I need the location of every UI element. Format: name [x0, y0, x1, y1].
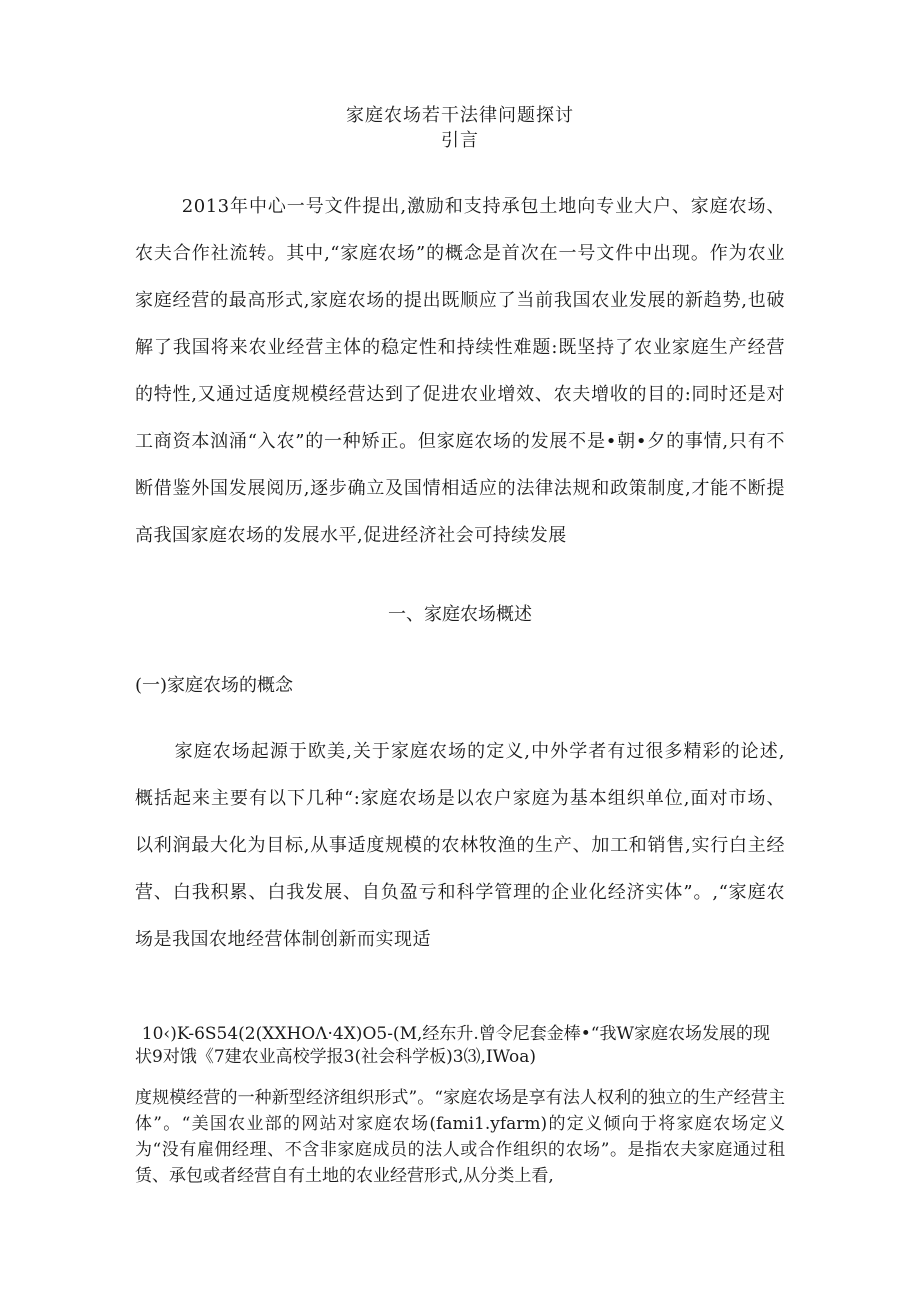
- section-heading: 一、家庭农场概述: [388, 604, 532, 625]
- document-title: 家庭农场若干法律问题探讨: [346, 105, 574, 126]
- body-paragraph: 家庭农场起源于欧美,关于家庭农场的定义,中外学者有过很多精彩的论述,概括起来主要有以下几种“:家庭农场是以农户家庭为基本组织单位,面对市场、以利润最大化为目标,从事适度规模的农林牧渔的生产、加工和销售,实行白主经营、白我积累、白我发展、自负盈亏和科学管理的企业化经济实体”。,“家庭农场是我国农地经营体制创新而实现适: [135, 741, 785, 950]
- continued-paragraph: 度规模经营的一种新型经济组织形式”。“家庭农场是享有法人权利的独立的生产经营主体”。“美国农业部的网站对家庭农场(fami1.yfarm)的定义倾向于将家庭农场定义为“没有雇佣经理、不含非家庭成员的法人或合作组织的农场”。是指农夫家庭通过租赁、承包或者经营自有土地的农业经营形式,从分类上看,: [135, 1088, 785, 1186]
- introduction-paragraph: 2013年中心一号文件提出,激励和支持承包土地向专业大户、家庭农场、农夫合作社流转。其中,“家庭农场”的概念是首次在一号文件中出现。作为农业家庭经营的最高形式,家庭农场的提出既顺应了当前我国农业发展的新趋势,也破解了我国将来农业经营主体的稳定性和持续性难题:既坚持了农业家庭生产经营的特性,又通过适度规模经营达到了促进农业增效、农夫增收的目的:同时还是对工商资本汹涌“入农”的一种矫正。但家庭农场的发展不是•朝•夕的事情,只有不断借鉴外国发展阅历,逐步确立及国情相适应的法律法规和政策制度,才能不断提高我国家庭农场的发展水平,促进经济社会可持续发展: [135, 196, 785, 546]
- subsection-heading: (一)家庭农场的概念: [135, 675, 294, 696]
- footnote: 10‹)K-6S54(2(XXHOΛ·4X)O5-(M,经东升.曾令尼套金棒•“我W家庭农场发展的现状9对饿《7建农业高校学报3(社会科学板)3⑶,IWoa): [135, 1024, 770, 1067]
- introduction-heading: 引言: [441, 130, 479, 151]
